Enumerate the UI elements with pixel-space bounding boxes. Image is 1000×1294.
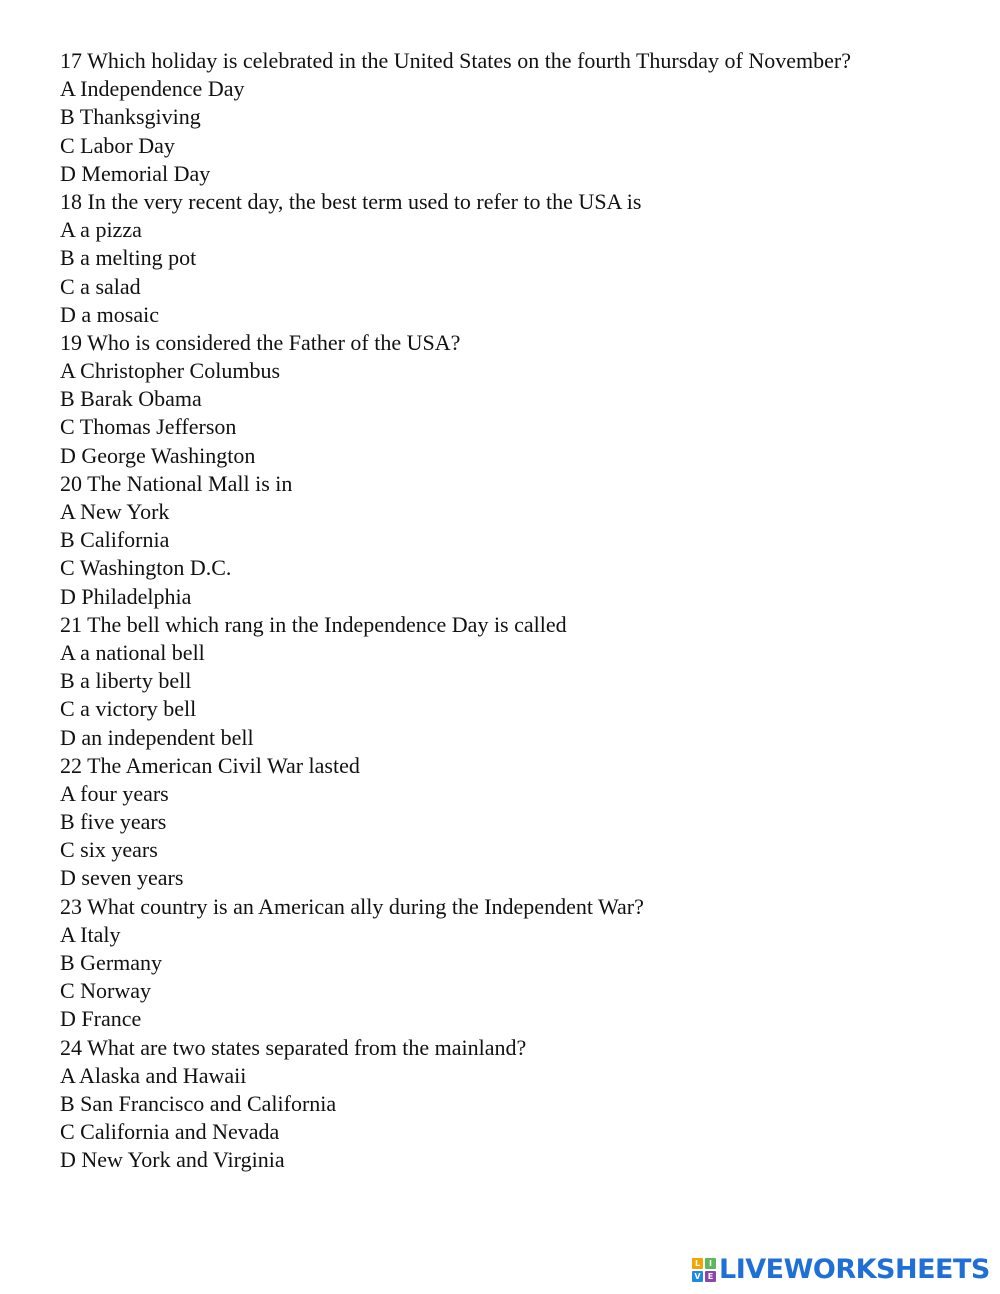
question-stem: 20 The National Mall is in bbox=[60, 470, 293, 496]
answer-option-a: A New York bbox=[60, 499, 170, 524]
answer-option-d: D an independent bell bbox=[60, 724, 254, 750]
question-stem: 22 The American Civil War lasted bbox=[60, 752, 360, 778]
answer-option-a: A Christopher Columbus bbox=[60, 358, 281, 384]
question-23 bbox=[60, 893, 980, 1034]
answer-option-c: C a salad bbox=[60, 273, 141, 299]
answer-option-c: C Washington D.C. bbox=[60, 555, 232, 581]
answer-option-a: A four years bbox=[60, 780, 169, 806]
question-stem: 23 What country is an American ally during the Independent War? bbox=[60, 893, 644, 919]
answer-option-c: C Thomas Jefferson bbox=[60, 414, 237, 440]
answer-option-a: A a pizza bbox=[60, 217, 142, 243]
question-21 bbox=[60, 611, 980, 752]
answer-option-b: B five years bbox=[60, 809, 167, 835]
answer-option-a: A Independence Day bbox=[60, 76, 245, 102]
answer-option-b: B San Francisco and California bbox=[60, 1090, 337, 1116]
answer-option-b: B a liberty bell bbox=[60, 668, 192, 694]
answer-option-c: C six years bbox=[60, 837, 158, 863]
answer-option-b: B Barak Obama bbox=[60, 386, 202, 412]
question-stem: 19 Who is considered the Father of the USA? bbox=[60, 329, 461, 355]
question-stem: 18 In the very recent day, the best term used to refer to the USA is bbox=[60, 188, 642, 214]
question-24 bbox=[60, 1034, 980, 1175]
answer-option-b: B Thanksgiving bbox=[60, 104, 201, 130]
answer-option-d: D seven years bbox=[60, 865, 184, 891]
answer-option-c: C Norway bbox=[60, 978, 152, 1004]
logo-tile-e: E bbox=[705, 1271, 716, 1282]
question-stem: 21 The bell which rang in the Independence Day is called bbox=[60, 611, 567, 637]
answer-option-b: B a melting pot bbox=[60, 245, 197, 271]
answer-option-c: C Labor Day bbox=[60, 132, 175, 158]
answer-option-b: B California bbox=[60, 527, 170, 553]
answer-option-d: D George Washington bbox=[60, 442, 256, 468]
answer-option-d: D a mosaic bbox=[60, 301, 159, 327]
question-20 bbox=[60, 470, 980, 611]
answer-option-c: C California and Nevada bbox=[60, 1119, 280, 1145]
question-stem: 24 What are two states separated from the mainland? bbox=[60, 1034, 527, 1060]
logo-tile-l: L bbox=[692, 1258, 703, 1269]
answer-option-a: A a national bell bbox=[60, 639, 205, 665]
question-stem: 17 Which holiday is celebrated in the United States on the fourth Thursday of November? bbox=[60, 48, 851, 73]
logo-tile-i: I bbox=[705, 1258, 716, 1269]
answer-option-d: D Memorial Day bbox=[60, 160, 211, 186]
question-18 bbox=[60, 188, 980, 329]
liveworksheets-logo-icon bbox=[692, 1258, 716, 1282]
worksheet bbox=[60, 47, 980, 1175]
answer-option-b: B Germany bbox=[60, 950, 163, 975]
question-22 bbox=[60, 752, 980, 893]
answer-option-d: D France bbox=[60, 1006, 142, 1032]
answer-option-d: D Philadelphia bbox=[60, 583, 192, 609]
answer-option-a: A Alaska and Hawaii bbox=[60, 1062, 247, 1088]
question-19 bbox=[60, 329, 980, 470]
liveworksheets-logo-text: LIVEWORKSHEETS bbox=[719, 1254, 990, 1285]
liveworksheets-logo bbox=[692, 1255, 990, 1285]
logo-tile-v: V bbox=[692, 1271, 703, 1282]
question-17 bbox=[60, 47, 980, 188]
answer-option-c: C a victory bell bbox=[60, 696, 197, 722]
answer-option-a: A Italy bbox=[60, 921, 121, 947]
answer-option-d: D New York and Virginia bbox=[60, 1147, 285, 1173]
